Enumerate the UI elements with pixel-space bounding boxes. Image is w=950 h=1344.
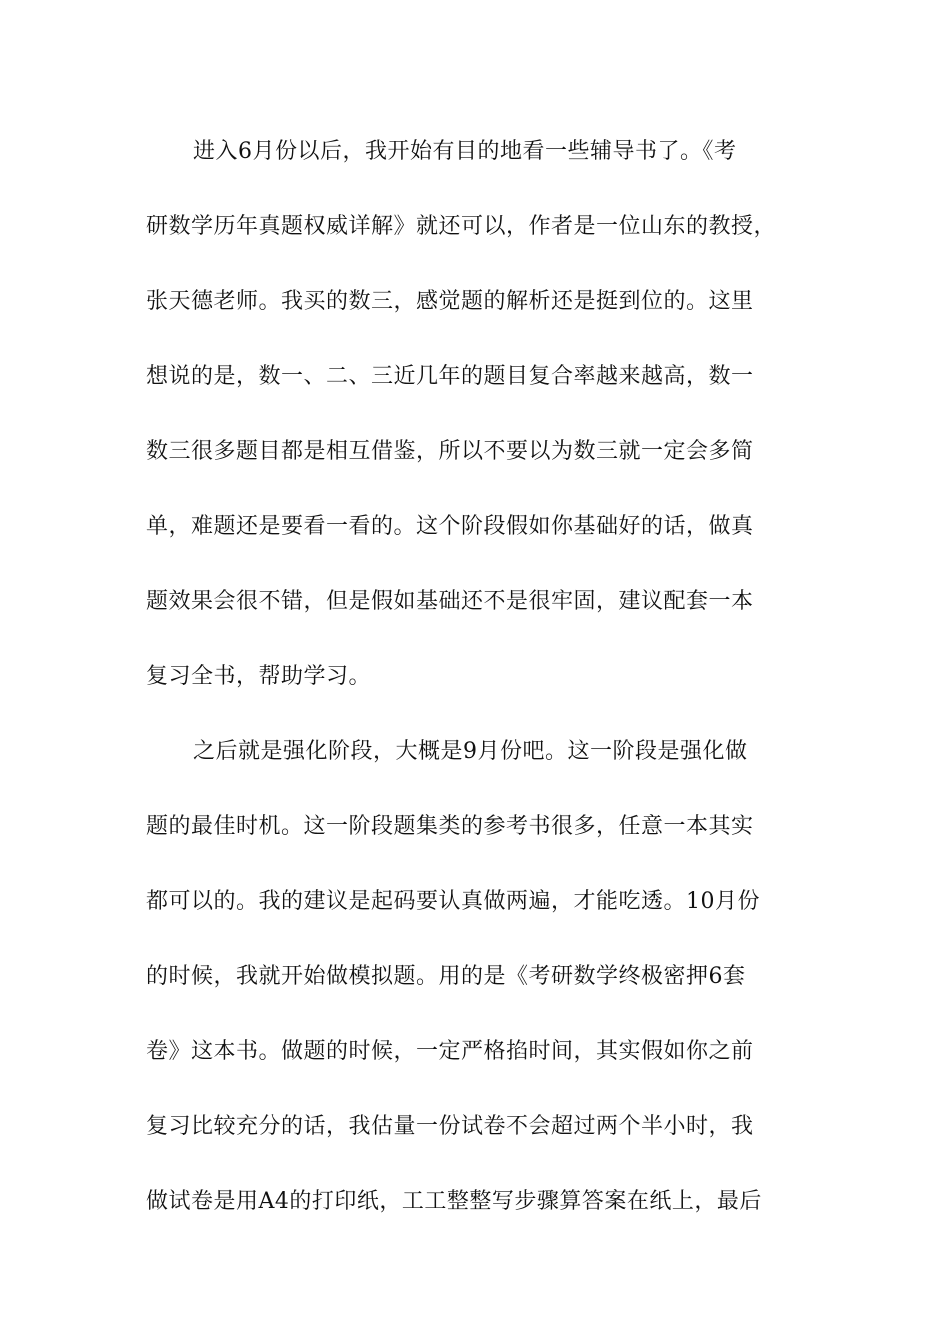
text-line: 之后就是强化阶段，大概是9月份吧。这一阶段是强化做 (193, 739, 748, 764)
text-line: 研数学历年真题权威详解》就还可以，作者是一位山东的教授， (146, 214, 777, 239)
body-text (146, 130, 816, 1255)
text-line: 张天德老师。我买的数三，感觉题的解析还是挺到位的。这里 (146, 289, 754, 314)
text-line: 的时候，我就开始做模拟题。用的是《考研数学终极密押6套 (146, 964, 746, 989)
text-line: 单，难题还是要看一看的。这个阶段假如你基础好的话，做真 (146, 514, 754, 539)
text-line: 都可以的。我的建议是起码要认真做两遍，才能吃透。10月份 (146, 889, 760, 914)
paragraph-1 (146, 130, 816, 730)
text-line: 想说的是，数一、二、三近几年的题目复合率越来越高，数一 (146, 364, 754, 389)
text-line: 进入6月份以后，我开始有目的地看一些辅导书了。《考 (193, 139, 737, 164)
text-line: 题效果会很不错，但是假如基础还不是很牢固，建议配套一本 (146, 589, 754, 614)
text-line: 数三很多题目都是相互借鉴，所以不要以为数三就一定会多简 (146, 439, 754, 464)
text-line: 卷》这本书。做题的时候，一定严格掐时间，其实假如你之前 (146, 1039, 754, 1064)
text-line: 做试卷是用A4的打印纸，工工整整写步骤算答案在纸上，最后 (146, 1189, 762, 1214)
text-line: 复习比较充分的话，我估量一份试卷不会超过两个半小时，我 (146, 1114, 754, 1139)
text-line: 复习全书，帮助学习。 (146, 664, 372, 689)
text-line: 题的最佳时机。这一阶段题集类的参考书很多，任意一本其实 (146, 814, 754, 839)
paragraph-2 (146, 730, 816, 1255)
